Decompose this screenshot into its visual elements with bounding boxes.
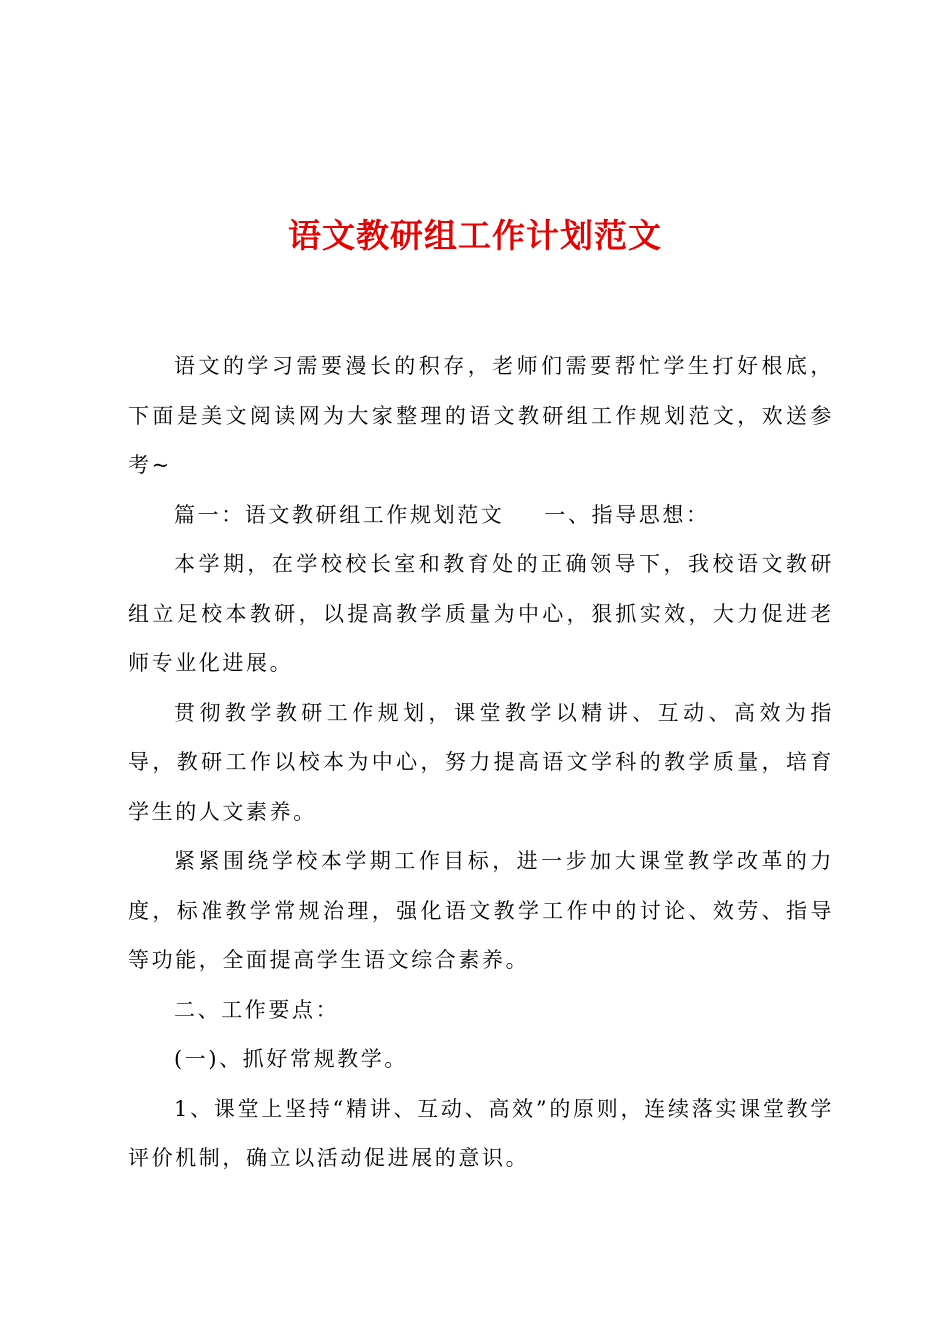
section-line [128,491,834,541]
subsection-heading: (一)、抓好常规教学。 [174,1047,408,1071]
body-paragraph: 1、课堂上坚持“精讲、互动、高效”的原则，连续落实课堂教学评价机制，确立以活动促进展的意识。 [128,1096,834,1170]
document-body [128,342,834,1184]
section-label: 篇一：语文教研组工作规划范文 [174,502,505,527]
body-paragraph: 紧紧围绕学校本学期工作目标，进一步加大课堂教学改革的力度，标准教学常规治理，强化语文教学工作中的讨论、效劳、指导等功能，全面提高学生语文综合素养。 [128,849,834,972]
intro-paragraph: 语文的学习需要漫长的积存，老师们需要帮忙学生打好根底，下面是美文阅读网为大家整理的语文教研组工作规划范文，欢送参考~ [128,354,834,477]
body-paragraph: 贯彻教学教研工作规划，课堂教学以精讲、互动、高效为指导，教研工作以校本为中心，努力提高语文学科的教学质量，培育学生的人文素养。 [128,700,834,824]
body-paragraph: 本学期，在学校校长室和教育处的正确领导下，我校语文教研组立足校本教研，以提高教学质量为中心，狠抓实效，大力促进老师专业化进展。 [128,552,834,675]
section-heading-2: 二、工作要点： [174,997,340,1022]
document-title: 语文教研组工作计划范文 [288,216,662,255]
section-heading: 一、指导思想： [544,502,710,527]
